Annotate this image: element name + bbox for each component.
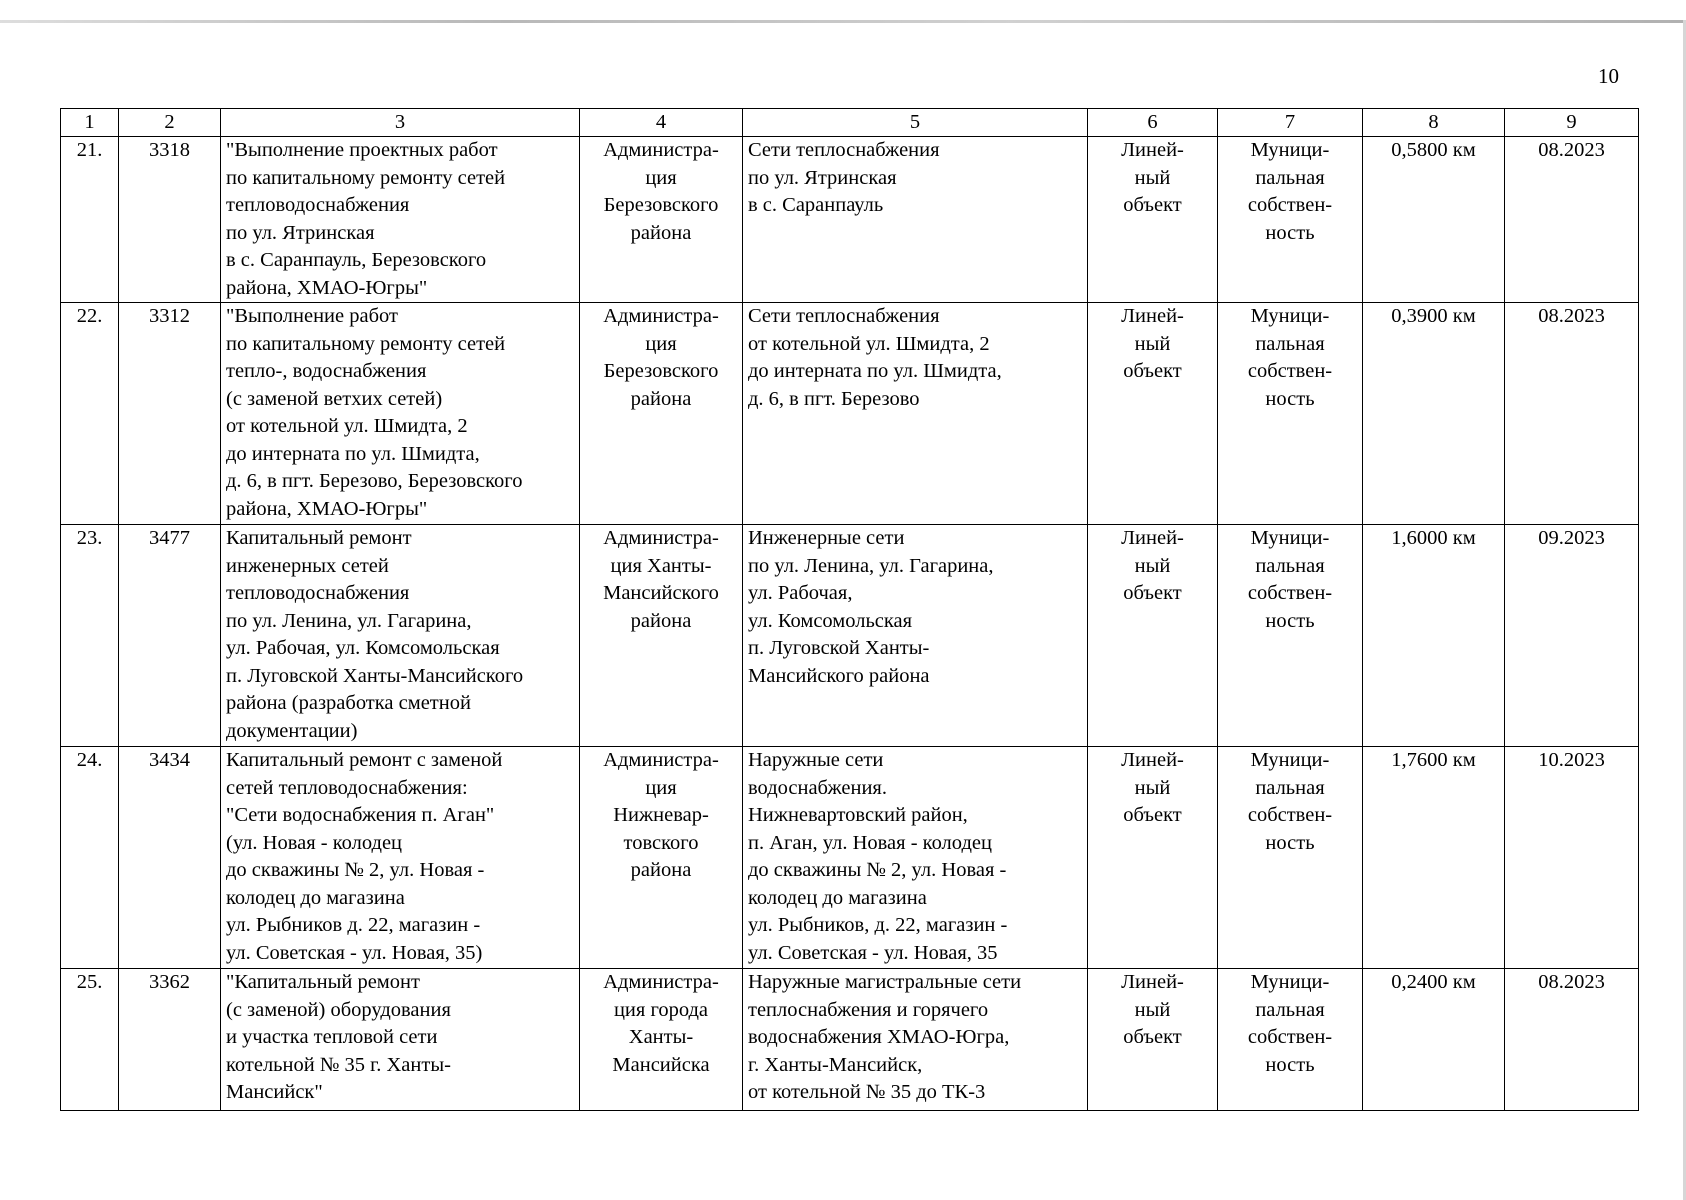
customer: Администра- ция Березовского района xyxy=(580,303,743,525)
capacity: 0,5800 км xyxy=(1363,137,1505,303)
project-name: Капитальный ремонт с заменой сетей тепловодоснабжения: "Сети водоснабжения п. Аган" (ул. Новая - колодец до скважины № 2, ул. Новая - колодец до магазина ул. Рыбников д. 22, магазин - ул. Советская - ул. Новая, 35) xyxy=(221,747,580,969)
capacity: 0,3900 км xyxy=(1363,303,1505,525)
header-cell-6: 6 xyxy=(1088,109,1218,137)
capacity: 1,6000 км xyxy=(1363,525,1505,747)
header-cell-7: 7 xyxy=(1218,109,1363,137)
table-row xyxy=(61,525,1639,747)
project-code: 3434 xyxy=(119,747,221,969)
project-code: 3312 xyxy=(119,303,221,525)
customer: Администра- ция Березовского района xyxy=(580,137,743,303)
header-cell-1: 1 xyxy=(61,109,119,137)
object-description: Сети теплоснабжения по ул. Ятринская в с. Саранпауль xyxy=(743,137,1088,303)
object-type: Линей- ный объект xyxy=(1088,303,1218,525)
header-cell-5: 5 xyxy=(743,109,1088,137)
object-type: Линей- ный объект xyxy=(1088,525,1218,747)
row-number: 24. xyxy=(61,747,119,969)
object-type: Линей- ный объект xyxy=(1088,137,1218,303)
table-row xyxy=(61,969,1639,1111)
deadline: 08.2023 xyxy=(1505,303,1639,525)
capacity: 1,7600 км xyxy=(1363,747,1505,969)
header-cell-3: 3 xyxy=(221,109,580,137)
ownership: Муници- пальная собствен- ность xyxy=(1218,137,1363,303)
project-code: 3362 xyxy=(119,969,221,1111)
deadline: 10.2023 xyxy=(1505,747,1639,969)
header-row xyxy=(61,109,1639,137)
project-name: "Выполнение работ по капитальному ремонту сетей тепло-, водоснабжения (с заменой ветхих сетей) от котельной ул. Шмидта, 2 до интерната по ул. Шмидта, д. 6, в пгт. Березово, Березовского района, ХМАО-Югры" xyxy=(221,303,580,525)
project-code: 3477 xyxy=(119,525,221,747)
ownership: Муници- пальная собствен- ность xyxy=(1218,747,1363,969)
customer: Администра- ция Нижневар- товского района xyxy=(580,747,743,969)
row-number: 25. xyxy=(61,969,119,1111)
customer: Администра- ция Ханты- Мансийского района xyxy=(580,525,743,747)
deadline: 09.2023 xyxy=(1505,525,1639,747)
scan-edge-top xyxy=(0,20,1686,23)
deadline: 08.2023 xyxy=(1505,969,1639,1111)
row-number: 21. xyxy=(61,137,119,303)
header-cell-9: 9 xyxy=(1505,109,1639,137)
table-row xyxy=(61,303,1639,525)
project-name: "Выполнение проектных работ по капитальному ремонту сетей тепловодоснабжения по ул. Ятринская в с. Саранпауль, Березовского района, ХМАО-Югры" xyxy=(221,137,580,303)
project-name: Капитальный ремонт инженерных сетей тепловодоснабжения по ул. Ленина, ул. Гагарина, ул. Рабочая, ул. Комсомольская п. Луговской Ханты-Мансийского района (разработка сметной документации) xyxy=(221,525,580,747)
row-number: 22. xyxy=(61,303,119,525)
projects-table xyxy=(60,108,1639,1111)
object-description: Наружные сети водоснабжения. Нижневартовский район, п. Аган, ул. Новая - колодец до скважины № 2, ул. Новая - колодец до магазина ул. Рыбников, д. 22, магазин - ул. Советская - ул. Новая, 35 xyxy=(743,747,1088,969)
header-cell-4: 4 xyxy=(580,109,743,137)
capacity: 0,2400 км xyxy=(1363,969,1505,1111)
object-type: Линей- ный объект xyxy=(1088,969,1218,1111)
table-row xyxy=(61,747,1639,969)
table-row xyxy=(61,137,1639,303)
project-name: "Капитальный ремонт (с заменой) оборудования и участка тепловой сети котельной № 35 г. Ханты- Мансийск" xyxy=(221,969,580,1111)
header-cell-2: 2 xyxy=(119,109,221,137)
row-number: 23. xyxy=(61,525,119,747)
object-description: Наружные магистральные сети теплоснабжения и горячего водоснабжения ХМАО-Югра, г. Ханты-Мансийск, от котельной № 35 до ТК-3 xyxy=(743,969,1088,1111)
ownership: Муници- пальная собствен- ность xyxy=(1218,525,1363,747)
page-number: 10 xyxy=(1598,64,1619,88)
object-description: Инженерные сети по ул. Ленина, ул. Гагарина, ул. Рабочая, ул. Комсомольская п. Луговской Ханты- Мансийского района xyxy=(743,525,1088,747)
object-type: Линей- ный объект xyxy=(1088,747,1218,969)
ownership: Муници- пальная собствен- ность xyxy=(1218,969,1363,1111)
object-description: Сети теплоснабжения от котельной ул. Шмидта, 2 до интерната по ул. Шмидта, д. 6, в пгт. Березово xyxy=(743,303,1088,525)
project-code: 3318 xyxy=(119,137,221,303)
customer: Администра- ция города Ханты- Мансийска xyxy=(580,969,743,1111)
ownership: Муници- пальная собствен- ность xyxy=(1218,303,1363,525)
deadline: 08.2023 xyxy=(1505,137,1639,303)
header-cell-8: 8 xyxy=(1363,109,1505,137)
